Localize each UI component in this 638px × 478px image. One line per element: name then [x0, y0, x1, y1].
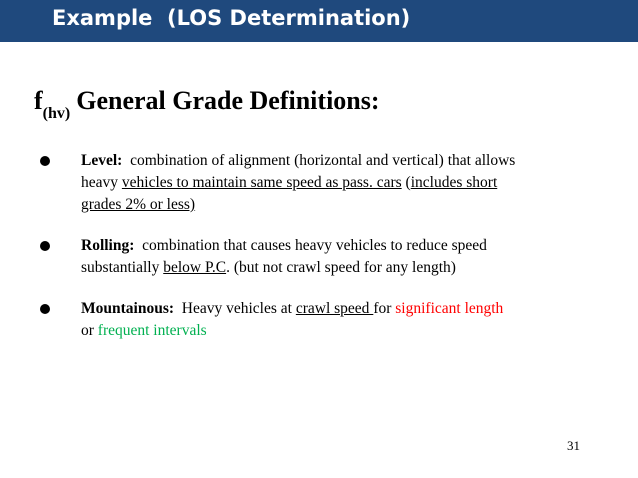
bullet-text: heavy: [81, 174, 122, 191]
heading-subscript: (hv): [42, 105, 71, 122]
bullet-text: combination of alignment (horizontal and vertical) that allows: [130, 152, 516, 169]
underlined-text: crawl speed: [295, 300, 374, 317]
bullet-term: Level:: [81, 152, 123, 169]
slide-title: Example (LOS Determination): [52, 6, 411, 30]
underlined-text: below P.C: [163, 259, 227, 276]
bullet-dot-icon: [40, 304, 50, 314]
bullet-body: [81, 298, 601, 342]
bullet-text: . (but not crawl speed for any length): [226, 259, 456, 276]
section-heading: [34, 86, 380, 122]
underlined-text: includes short: [410, 174, 498, 191]
heading-symbol: f: [34, 86, 43, 115]
bullet-text: substantially: [81, 259, 164, 276]
underlined-text: grades 2% or less): [81, 196, 196, 213]
page-number: 31: [567, 438, 580, 453]
highlight-red-text: significant length: [395, 300, 504, 317]
bullet-body: [81, 150, 601, 216]
bullet-dot-icon: [40, 241, 50, 251]
header-bar: [0, 0, 638, 42]
highlight-green-text: frequent intervals: [97, 322, 207, 339]
bullet-term: Mountainous:: [81, 300, 175, 317]
underlined-text: vehicles to maintain same speed as pass. cars: [121, 174, 402, 191]
bullet-text: Heavy vehicles at: [181, 300, 296, 317]
bullet-text: for: [373, 300, 396, 317]
bullet-dot-icon: [40, 156, 50, 166]
bullet-text: (: [401, 174, 411, 191]
heading-text: General Grade Definitions:: [76, 86, 380, 115]
bullet-text: combination that causes heavy vehicles to reduce speed: [142, 237, 487, 254]
bullet-text: or: [81, 322, 98, 339]
bullet-body: [81, 235, 601, 279]
bullet-term: Rolling:: [81, 237, 135, 254]
